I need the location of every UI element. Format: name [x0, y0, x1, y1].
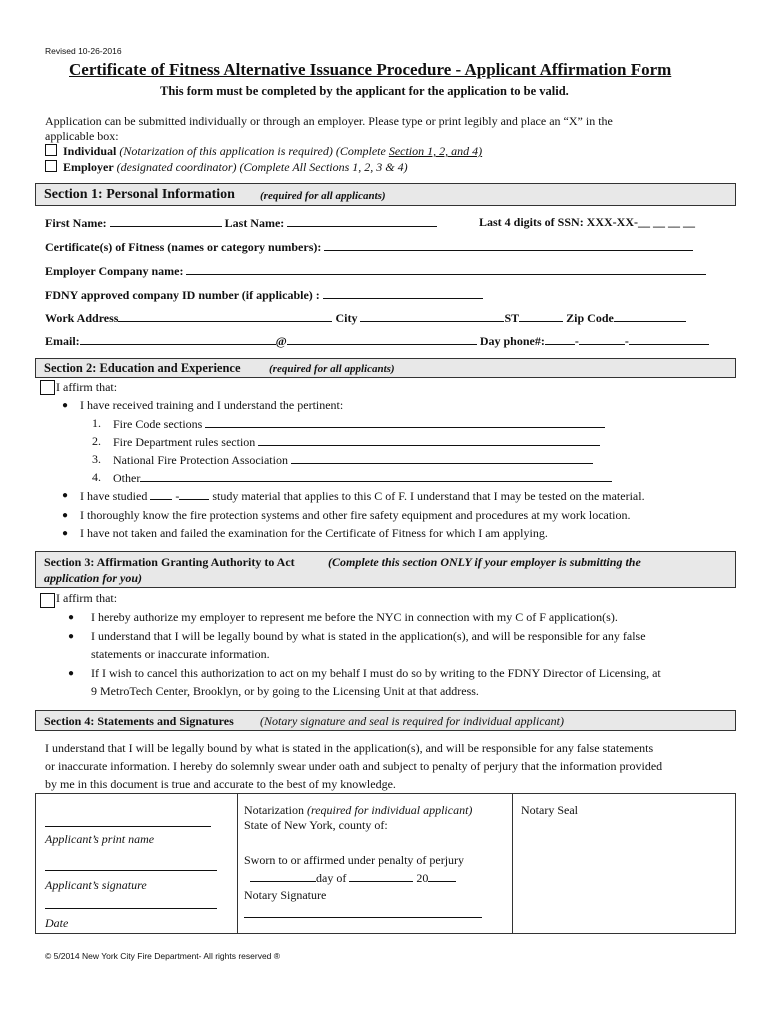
notarization-label: Notarization	[244, 803, 304, 817]
form-subtitle: This form must be completed by the applicant for the application to be valid.	[160, 84, 569, 98]
signature-label: Applicant’s signature	[45, 878, 147, 892]
ssn-field[interactable]: Last 4 digits of SSN: XXX-XX-__ __ __ __	[479, 215, 696, 229]
zip-label: Zip Code	[566, 311, 614, 325]
row-name	[45, 215, 437, 231]
intro-line-1: Application can be submitted individually or through an employer. Please type or print legibly and place an “X” in the	[45, 114, 613, 128]
signature-divider-1	[237, 793, 238, 934]
section2-affirm-label: I affirm that:	[56, 380, 118, 394]
last-name-field[interactable]	[287, 215, 437, 227]
sworn-year-field[interactable]	[428, 870, 456, 882]
option-employer[interactable]	[45, 160, 408, 175]
bullet-icon: ●	[68, 668, 75, 679]
section2-affirm-checkbox[interactable]	[40, 380, 55, 395]
intro-line-2: applicable box:	[45, 129, 119, 143]
s3-bullet-authorize: I hereby authorize my employer to represent me before the NYC in connection with my C of F application(s).	[91, 610, 618, 624]
nfpa-label: National Fire Protection Association	[113, 453, 288, 467]
sworn-date-row	[250, 870, 456, 886]
state-field[interactable]	[519, 310, 563, 322]
notarization-heading	[244, 803, 472, 818]
s2-item-number-1: 1.	[92, 416, 101, 430]
employer-company-label: Employer Company name:	[45, 264, 184, 278]
city-field[interactable]	[360, 310, 504, 322]
s4-paragraph-3: by me in this document is true and accurate to the best of my knowledge.	[45, 777, 396, 791]
rules-field[interactable]	[258, 434, 600, 446]
section3-note-1: (Complete this section ONLY if your employer is submitting the	[328, 555, 641, 569]
notary-seal-label: Notary Seal	[521, 803, 578, 817]
year-prefix: 20	[416, 871, 429, 885]
last-name-label: Last Name:	[224, 216, 285, 230]
individual-note: (Notarization of this application is required) (Complete	[119, 144, 386, 158]
notary-signature-label: Notary Signature	[244, 888, 327, 902]
signature-divider-2	[512, 793, 513, 934]
s2-item-nfpa	[113, 452, 593, 468]
s3-bullet-cancel-2: 9 MetroTech Center, Brooklyn, or by going to the Licensing Unit at that address.	[91, 684, 479, 698]
s3-bullet-bound-2: statements or inaccurate information.	[91, 647, 270, 661]
s3-bullet-bound-1: I understand that I will be legally bound by what is stated in the application(s), and will be responsible for any false	[91, 629, 646, 643]
bullet-icon: ●	[68, 612, 75, 623]
copyright-footer: © 5/2014 New York City Fire Department- All rights reserved ®	[45, 951, 281, 961]
signature-field[interactable]	[45, 870, 217, 871]
bullet-icon: ●	[62, 400, 69, 411]
row-address	[45, 310, 686, 326]
sworn-text: Sworn to or affirmed under penalty of perjury	[244, 853, 465, 867]
s3-bullet-cancel-1: If I wish to cancel this authorization to act on my behalf I must do so by writing to the FDNY Director of Licensing, at	[91, 666, 661, 680]
section3-note-2: application for you)	[44, 571, 142, 585]
rules-label: Fire Department rules section	[113, 435, 256, 449]
state-label: ST	[504, 311, 520, 325]
phone-sep-1: -	[574, 334, 579, 348]
s2-item-number-2: 2.	[92, 434, 101, 448]
s2-bullet-studied	[80, 488, 645, 504]
row-contact	[45, 333, 709, 349]
studied-text: study material that applies to this C of F. I understand that I may be tested on the material.	[212, 489, 645, 503]
individual-sections: Section 1, 2, and 4)	[388, 144, 483, 158]
s2-item-other	[113, 470, 612, 486]
s2-item-fire-code	[113, 416, 605, 432]
phone-line-field[interactable]	[629, 333, 709, 345]
section2-note: (required for all applicants)	[269, 363, 395, 375]
section1-note: (required for all applicants)	[260, 190, 386, 202]
employer-note: (designated coordinator) (Complete All Sections 1, 2, 3 & 4)	[116, 160, 408, 174]
bullet-icon: ●	[68, 631, 75, 642]
day-of-label: day of	[316, 871, 347, 885]
section2-title: Section 2: Education and Experience	[44, 361, 241, 375]
work-address-field[interactable]	[118, 310, 332, 322]
bullet-icon: ●	[62, 490, 69, 501]
day-phone-label: Day phone#:	[479, 334, 545, 348]
notary-signature-field[interactable]	[244, 917, 482, 918]
section4-note: (Notary signature and seal is required for individual applicant)	[260, 714, 564, 728]
phone-area-field[interactable]	[545, 333, 575, 345]
other-field[interactable]	[140, 470, 612, 482]
studied-to-field[interactable]	[179, 488, 209, 500]
section3-affirm-checkbox[interactable]	[40, 593, 55, 608]
employer-company-field[interactable]	[186, 263, 706, 275]
state-county: State of New York, county of:	[244, 818, 388, 832]
form-title: Certificate of Fitness Alternative Issuance Procedure - Applicant Affirmation Form	[69, 60, 672, 79]
studied-dash: -	[175, 489, 180, 503]
s2-item-number-4: 4.	[92, 470, 101, 484]
nfpa-field[interactable]	[291, 452, 593, 464]
section1-title: Section 1: Personal Information	[44, 187, 235, 202]
section3-header	[35, 551, 736, 588]
date-label: Date	[45, 916, 69, 930]
studied-from-field[interactable]	[150, 488, 172, 500]
row-employer	[45, 263, 706, 279]
employer-label: Employer	[63, 160, 114, 174]
certificates-label: Certificate(s) of Fitness (names or category numbers):	[45, 240, 322, 254]
certificates-field[interactable]	[324, 239, 693, 251]
s4-paragraph-2: or inaccurate information. I hereby do solemnly swear under oath and subject to penalty of perjury that the information provided	[45, 759, 663, 773]
sworn-month-field[interactable]	[349, 870, 413, 882]
section3-affirm-label: I affirm that:	[56, 591, 118, 605]
section2-header	[35, 358, 736, 378]
revised-date: Revised 10-26-2016	[45, 46, 122, 56]
work-address-label: Work Address	[45, 311, 119, 325]
option-individual[interactable]	[45, 144, 482, 159]
individual-label: Individual	[63, 144, 117, 158]
s2-bullet-not-failed: I have not taken and failed the examination for the Certificate of Fitness for which I am applying.	[80, 526, 548, 540]
email-at: @	[275, 334, 287, 348]
print-name-label: Applicant’s print name	[45, 832, 155, 846]
section1-header	[35, 183, 736, 206]
phone-sep-2: -	[624, 334, 629, 348]
email-domain-field[interactable]	[287, 333, 477, 345]
fdny-id-field[interactable]	[323, 287, 483, 299]
sworn-day-field[interactable]	[250, 870, 316, 882]
first-name-label: First Name:	[45, 216, 107, 230]
zip-field[interactable]	[614, 310, 686, 322]
row-fdny-id	[45, 287, 483, 303]
individual-checkbox[interactable]	[45, 144, 57, 156]
fdny-id-label: FDNY approved company ID number (if applicable) :	[45, 288, 320, 302]
fire-code-field[interactable]	[205, 416, 605, 428]
s2-bullet-knowledge: I thoroughly know the fire protection systems and other fire safety equipment and procedures at my work location.	[80, 508, 631, 522]
first-name-field[interactable]	[110, 215, 222, 227]
other-label: Other	[113, 471, 141, 485]
notarization-note: (required for individual applicant)	[306, 803, 473, 817]
print-name-field[interactable]	[45, 826, 211, 827]
email-label: Email:	[45, 334, 80, 348]
section4-title: Section 4: Statements and Signatures	[44, 714, 234, 728]
bullet-icon: ●	[62, 510, 69, 521]
phone-prefix-field[interactable]	[579, 333, 625, 345]
s2-item-rules	[113, 434, 600, 450]
s4-paragraph-1: I understand that I will be legally bound by what is stated in the application(s), and will be responsible for any false statements	[45, 741, 654, 755]
email-user-field[interactable]	[80, 333, 276, 345]
city-label: City	[335, 311, 358, 325]
bullet-icon: ●	[62, 528, 69, 539]
s2-bullet-training: I have received training and I understand the pertinent:	[80, 398, 344, 412]
section3-title: Section 3: Affirmation Granting Authority to Act	[44, 555, 295, 569]
date-field[interactable]	[45, 908, 217, 909]
row-certificates	[45, 239, 693, 255]
fire-code-label: Fire Code sections	[113, 417, 203, 431]
studied-label: I have studied	[80, 489, 148, 503]
employer-checkbox[interactable]	[45, 160, 57, 172]
s2-item-number-3: 3.	[92, 452, 101, 466]
section4-header	[35, 710, 736, 731]
